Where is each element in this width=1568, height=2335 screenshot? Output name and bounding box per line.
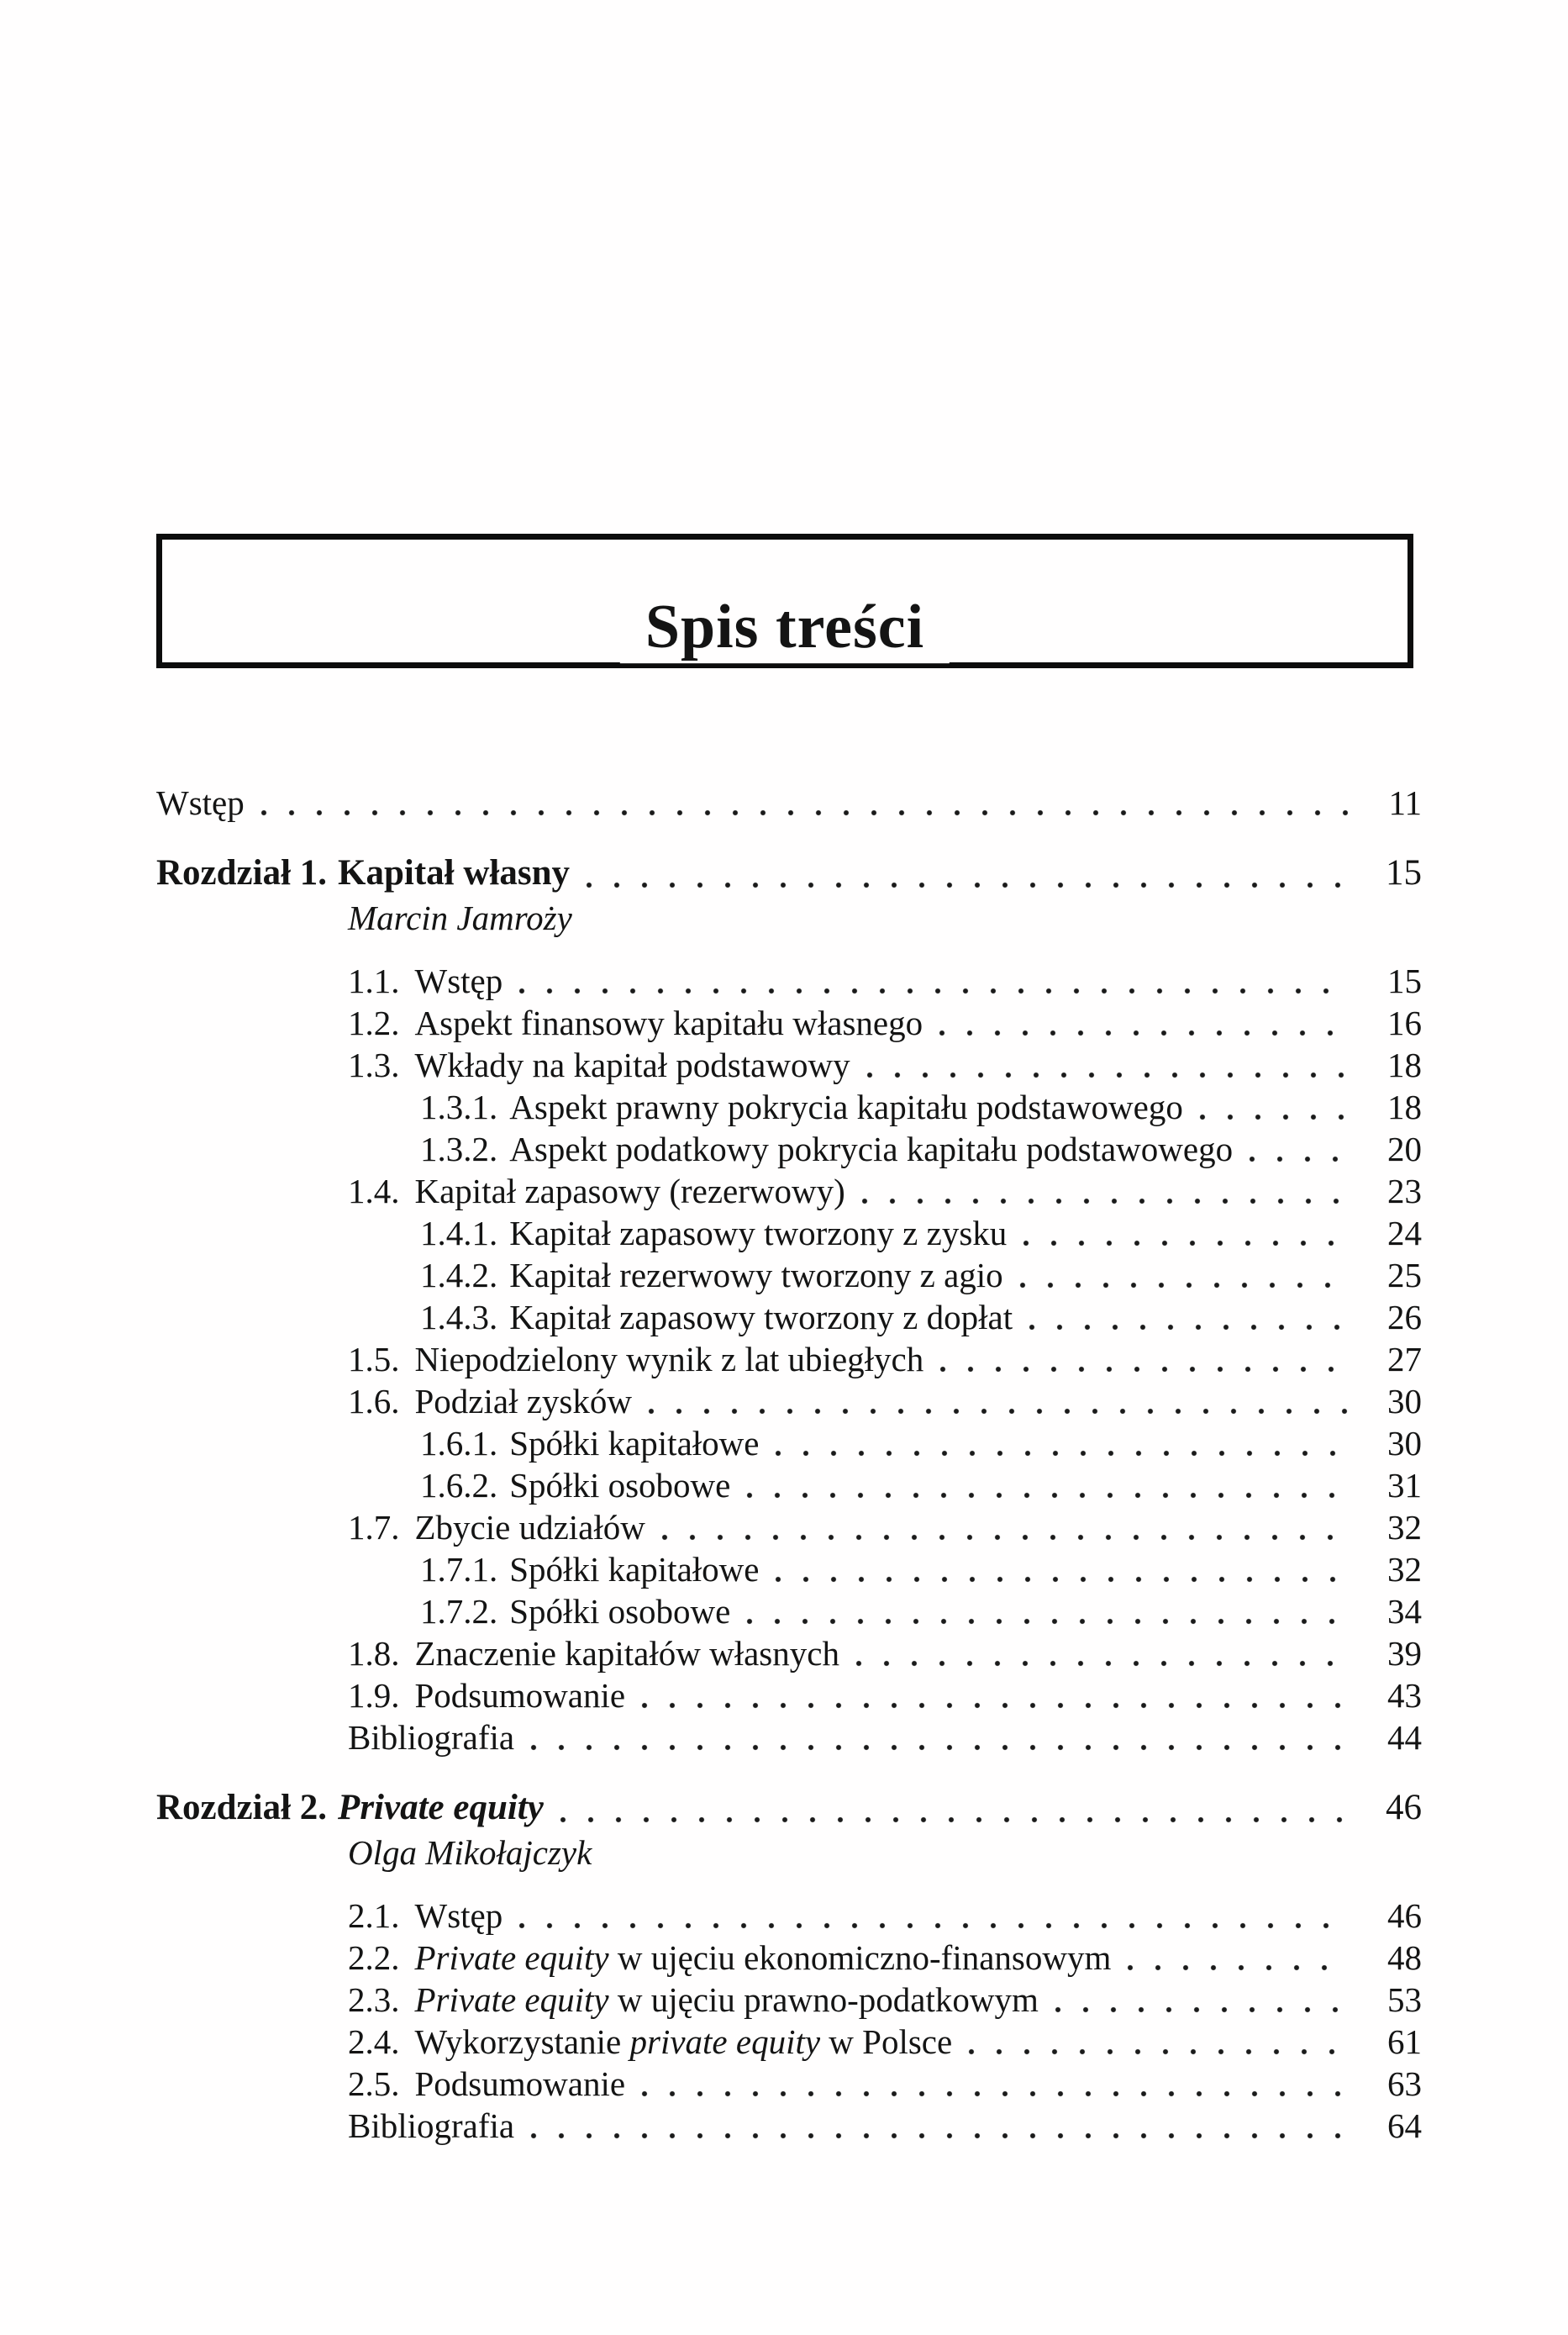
entry-number: 1.6.2.: [420, 1466, 498, 1505]
dot-leader: [647, 1407, 1348, 1415]
entry-number: 1.7.2.: [420, 1592, 498, 1631]
entry-number: 1.4.: [348, 1172, 400, 1210]
entry-page: 15: [1387, 962, 1422, 1000]
entry-label: Niepodzielony wynik z lat ubiegłych: [414, 1340, 924, 1378]
chapter-1-sections: [156, 960, 1422, 1758]
entry-label: Bibliografia: [348, 2106, 515, 2145]
entry-label: Kapitał zapasowy (rezerwowy): [414, 1172, 845, 1210]
entry-number: 1.6.: [348, 1382, 400, 1421]
entry-page: 27: [1387, 1340, 1422, 1378]
entry-number: 1.3.1.: [420, 1088, 498, 1126]
entry-page: 25: [1387, 1256, 1422, 1294]
dot-leader: [866, 1071, 1348, 1079]
entry-label: [415, 2021, 953, 2063]
toc-entry-1-4-2: [156, 1254, 1422, 1296]
entry-label: [415, 1979, 1039, 2021]
entry-label: Znaczenie kapitałów własnych: [414, 1634, 839, 1673]
dot-leader: [640, 1701, 1348, 1710]
entry-label: Kapitał zapasowy tworzony z zysku: [509, 1214, 1008, 1252]
entry-number: 2.4.: [348, 2022, 400, 2061]
entry-label: Wstęp: [414, 1896, 503, 1935]
toc-entry-1-3: [156, 1044, 1422, 1086]
dot-leader: [1054, 2006, 1348, 2014]
entry-label: Kapitał rezerwowy tworzony z agio: [509, 1256, 1003, 1294]
toc-entry-wstep: [156, 782, 1422, 824]
entry-page: 24: [1387, 1214, 1422, 1252]
dot-leader: [938, 1029, 1348, 1037]
entry-page: 53: [1387, 1980, 1422, 2019]
toc-entry-2-4: [156, 2021, 1422, 2063]
entry-number: 1.4.3.: [420, 1298, 498, 1336]
entry-page: 31: [1387, 1466, 1422, 1505]
toc-entry-1-9: [156, 1674, 1422, 1716]
entry-page: 48: [1387, 1938, 1422, 1977]
chapter-1-heading: [156, 851, 1422, 896]
entry-page: 63: [1387, 2064, 1422, 2103]
entry-label-rest: w ujęciu prawno-podatkowym: [608, 1980, 1039, 2019]
entry-number: 2.2.: [348, 1938, 400, 1977]
dot-leader: [745, 1617, 1348, 1626]
entry-label: Podział zysków: [414, 1382, 632, 1421]
entry-label: Podsumowanie: [414, 1676, 626, 1715]
entry-label-rest: w ujęciu ekonomiczno-finansowym: [608, 1938, 1112, 1977]
entry-number: 1.1.: [348, 962, 400, 1000]
entry-label: Aspekt prawny pokrycia kapitału podstawowego: [509, 1088, 1183, 1126]
entry-label-start: Wykorzystanie: [414, 2022, 630, 2061]
entry-number: 1.4.1.: [420, 1214, 498, 1252]
entry-number: 1.9.: [348, 1676, 400, 1715]
toc-entry-2-5: [156, 2063, 1422, 2105]
toc-entry-1-4: [156, 1170, 1422, 1212]
dot-leader: [745, 1491, 1348, 1500]
dot-leader: [1028, 1323, 1348, 1331]
entry-page: 46: [1387, 1896, 1422, 1935]
toc-entry-2-1: [156, 1895, 1422, 1937]
entry-page: 30: [1387, 1382, 1422, 1421]
dot-leader: [967, 2048, 1348, 2056]
entry-page: 39: [1387, 1634, 1422, 1673]
entry-page: 44: [1387, 1718, 1422, 1757]
chapter-heading-label: [156, 1785, 544, 1831]
dot-leader: [939, 1365, 1348, 1373]
table-of-contents: [156, 782, 1422, 2147]
chapter-number: Rozdział 1.: [156, 853, 328, 893]
dot-leader: [1022, 1239, 1348, 1247]
dot-leader: [585, 881, 1348, 889]
chapter-title: Private equity: [338, 1788, 544, 1827]
dot-leader: [518, 987, 1348, 995]
toc-entry-1-7: [156, 1506, 1422, 1548]
entry-page: 16: [1387, 1004, 1422, 1042]
chapter-number: Rozdział 2.: [156, 1788, 328, 1827]
entry-number: 1.5.: [348, 1340, 400, 1378]
toc-entry-1-6-1: [156, 1422, 1422, 1464]
entry-label: Wkłady na kapitał podstawowy: [414, 1046, 850, 1084]
chapter-title: Kapitał własny: [338, 853, 571, 893]
entry-label-italic: private equity: [629, 2022, 821, 2061]
dot-leader: [855, 1659, 1348, 1668]
entry-page: 15: [1386, 853, 1422, 893]
toc-entry-1-2: [156, 1002, 1422, 1044]
entry-label: Zbycie udziałów: [414, 1508, 645, 1547]
chapter-2-sections: [156, 1895, 1422, 2147]
entry-page: 46: [1386, 1788, 1422, 1827]
entry-page: 32: [1387, 1508, 1422, 1547]
entry-page: 11: [1388, 783, 1422, 822]
entry-page: 43: [1387, 1676, 1422, 1715]
toc-entry-bibliografia-2: [156, 2105, 1422, 2147]
chapter-heading-label: [156, 851, 570, 896]
entry-number: 1.8.: [348, 1634, 400, 1673]
toc-entry-1-5: [156, 1338, 1422, 1380]
toc-entry-2-2: [156, 1937, 1422, 1979]
dot-leader: [559, 1816, 1348, 1824]
toc-entry-1-4-3: [156, 1296, 1422, 1338]
toc-entry-1-1: [156, 960, 1422, 1002]
chapter-2-author: Olga Mikołajczyk: [348, 1833, 592, 1872]
entry-page: 20: [1387, 1130, 1422, 1168]
entry-number: 1.6.1.: [420, 1424, 498, 1463]
page-title: Spis treści: [620, 593, 950, 664]
entry-label: Aspekt finansowy kapitału własnego: [414, 1004, 923, 1042]
entry-label: Aspekt podatkowy pokrycia kapitału podstawowego: [509, 1130, 1234, 1168]
entry-page: 26: [1387, 1298, 1422, 1336]
entry-label: Spółki kapitałowe: [509, 1550, 760, 1589]
dot-leader: [860, 1197, 1348, 1205]
chapter-1-author: Marcin Jamroży: [348, 899, 572, 937]
entry-number: 1.7.: [348, 1508, 400, 1547]
entry-label-italic: Private equity: [414, 1938, 609, 1977]
dot-leader: [518, 1921, 1348, 1930]
entry-number: 1.4.2.: [420, 1256, 498, 1294]
dot-leader: [774, 1575, 1348, 1584]
entry-label: Bibliografia: [348, 1718, 515, 1757]
entry-page: 30: [1387, 1424, 1422, 1463]
dot-leader: [260, 809, 1348, 817]
entry-label: Spółki osobowe: [509, 1592, 731, 1631]
entry-label: Spółki osobowe: [509, 1466, 731, 1505]
dot-leader: [660, 1533, 1348, 1542]
entry-page: 34: [1387, 1592, 1422, 1631]
entry-page: 61: [1387, 2022, 1422, 2061]
toc-entry-1-7-1: [156, 1548, 1422, 1590]
toc-entry-1-8: [156, 1632, 1422, 1674]
entry-label: Kapitał zapasowy tworzony z dopłat: [509, 1298, 1013, 1336]
dot-leader: [529, 1743, 1348, 1752]
entry-page: 64: [1387, 2106, 1422, 2145]
entry-page: 18: [1387, 1046, 1422, 1084]
title-box: [156, 534, 1413, 668]
chapter-2-heading: [156, 1785, 1422, 1831]
dot-leader: [640, 2090, 1348, 2098]
toc-entry-2-3: [156, 1979, 1422, 2021]
entry-page: 23: [1387, 1172, 1422, 1210]
entry-label: Wstęp: [156, 783, 245, 822]
entry-number: 1.7.1.: [420, 1550, 498, 1589]
toc-entry-1-3-1: [156, 1086, 1422, 1128]
toc-entry-1-7-2: [156, 1590, 1422, 1632]
entry-number: 1.2.: [348, 1004, 400, 1042]
entry-label: Spółki kapitałowe: [509, 1424, 760, 1463]
entry-number: 2.3.: [348, 1980, 400, 2019]
dot-leader: [1248, 1155, 1348, 1163]
toc-entry-1-6: [156, 1380, 1422, 1422]
entry-number: 1.3.: [348, 1046, 400, 1084]
entry-number: 2.1.: [348, 1896, 400, 1935]
toc-entry-bibliografia-1: [156, 1716, 1422, 1758]
dot-leader: [1198, 1113, 1348, 1121]
entry-number: 1.3.2.: [420, 1130, 498, 1168]
dot-leader: [1018, 1281, 1348, 1289]
entry-label: Wstęp: [414, 962, 503, 1000]
entry-number: 2.5.: [348, 2064, 400, 2103]
entry-label: [415, 1937, 1112, 1979]
toc-entry-1-4-1: [156, 1212, 1422, 1254]
entry-label-rest: w Polsce: [820, 2022, 953, 2061]
dot-leader: [774, 1449, 1348, 1457]
toc-entry-1-3-2: [156, 1128, 1422, 1170]
entry-label: Podsumowanie: [414, 2064, 626, 2103]
entry-page: 32: [1387, 1550, 1422, 1589]
toc-entry-1-6-2: [156, 1464, 1422, 1506]
dot-leader: [529, 2132, 1348, 2140]
entry-page: 18: [1387, 1088, 1422, 1126]
entry-label-italic: Private equity: [414, 1980, 609, 2019]
dot-leader: [1126, 1963, 1348, 1972]
